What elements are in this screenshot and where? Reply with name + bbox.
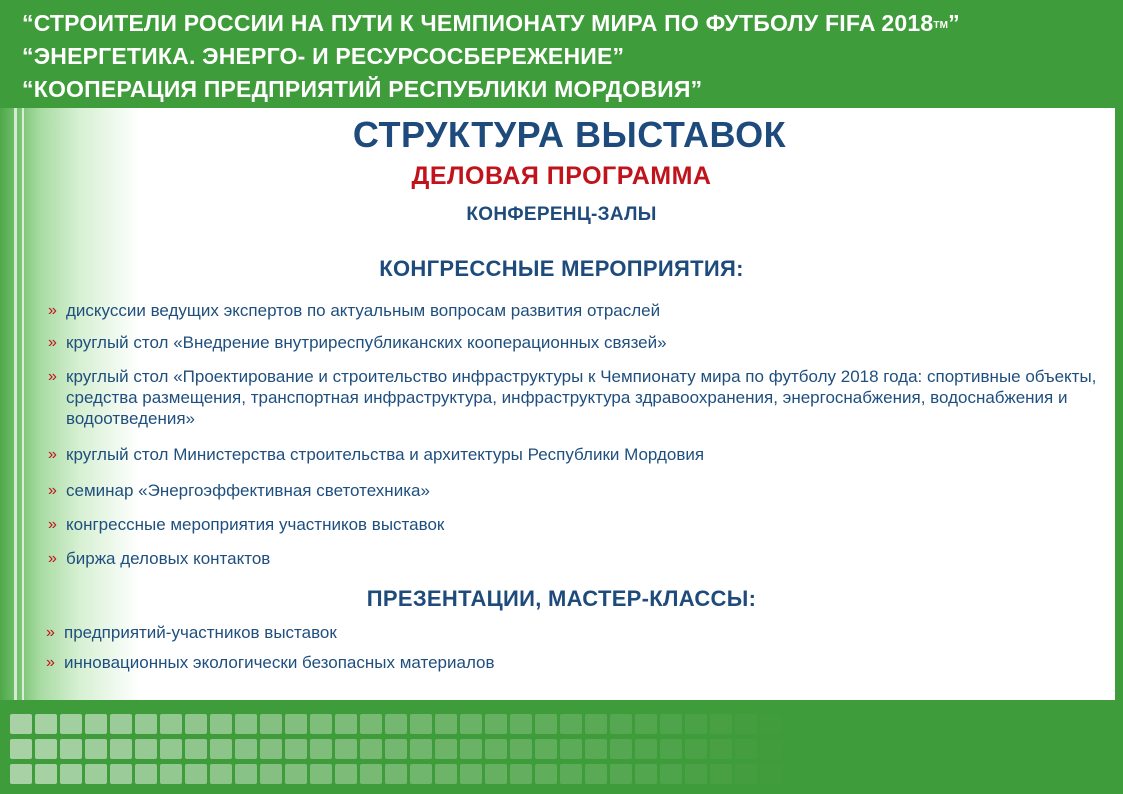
footer-tile [560, 714, 582, 734]
footer-tile [160, 739, 182, 759]
footer-tile [610, 714, 632, 734]
footer-tile [685, 764, 707, 784]
footer-tile [735, 714, 757, 734]
footer-tile [160, 764, 182, 784]
footer-tile [760, 739, 782, 759]
footer-tile [635, 739, 657, 759]
footer-tile [885, 764, 907, 784]
footer-tile [85, 739, 107, 759]
list-item-text: круглый стол «Проектирование и строительство инфраструктуры к Чемпионату мира по футболу 2018 года: спортивные объекты, средства размещения, транспортная инфраструктура, инфраструктура здравоохранения, энергоснабжения, водоснабжения и водоотведения» [66, 367, 1097, 428]
footer-tile [110, 714, 132, 734]
footer-tile [60, 739, 82, 759]
footer-tile [885, 739, 907, 759]
list-item [48, 300, 1108, 321]
footer-tile [435, 739, 457, 759]
footer-tile [785, 764, 807, 784]
footer-tile [510, 714, 532, 734]
footer-tile [360, 714, 382, 734]
footer-tile [585, 739, 607, 759]
footer-tile [760, 764, 782, 784]
footer-tile [635, 714, 657, 734]
list-item-text: конгрессные мероприятия участников выставок [66, 515, 445, 534]
footer-tile [560, 739, 582, 759]
footer-tile [835, 764, 857, 784]
bullet-icon: » [48, 446, 57, 463]
footer-tile [485, 714, 507, 734]
list-item-text: инновационных экологически безопасных материалов [64, 653, 495, 672]
list-item-text: предприятий-участников выставок [64, 623, 337, 642]
list-item [48, 480, 1108, 501]
footer-banner [0, 700, 1123, 794]
footer-tile [810, 714, 832, 734]
footer-tile [610, 764, 632, 784]
footer-tile [585, 764, 607, 784]
footer-tile [685, 714, 707, 734]
conference-halls-heading: КОНФЕРЕНЦ-ЗАЛЫ [466, 204, 657, 225]
footer-tile [360, 764, 382, 784]
footer-tile [285, 714, 307, 734]
list-item [48, 366, 1108, 429]
footer-tile [410, 739, 432, 759]
footer-tile [785, 739, 807, 759]
footer-tile [135, 764, 157, 784]
footer-tile [485, 764, 507, 784]
list-item-text: круглый стол «Внедрение внутриреспубликанских кооперационных связей» [66, 333, 667, 352]
footer-tile [860, 739, 882, 759]
footer-tile [260, 714, 282, 734]
footer-tile [110, 739, 132, 759]
footer-tile [60, 714, 82, 734]
footer-tile [785, 714, 807, 734]
header-line-1 [22, 7, 1123, 40]
bullet-icon: » [48, 302, 57, 319]
footer-tile [260, 739, 282, 759]
footer-tile [835, 714, 857, 734]
footer-tile [660, 739, 682, 759]
header-line-2: “ЭНЕРГЕТИКА. ЭНЕРГО- И РЕСУРСОСБЕРЕЖЕНИЕ” [22, 43, 625, 69]
footer-tile [860, 714, 882, 734]
list-item [46, 652, 1106, 673]
footer-tile [435, 714, 457, 734]
list-item [46, 622, 1106, 643]
bullet-icon: » [48, 482, 57, 499]
footer-tile [385, 714, 407, 734]
footer-tile [885, 714, 907, 734]
list-item [48, 444, 1108, 465]
footer-tile [235, 739, 257, 759]
footer-tile [10, 764, 32, 784]
congress-heading: КОНГРЕССНЫЕ МЕРОПРИЯТИЯ: [379, 256, 744, 281]
page-subtitle: ДЕЛОВАЯ ПРОГРАММА [411, 162, 712, 190]
footer-tile [210, 739, 232, 759]
bullet-icon: » [48, 516, 57, 533]
footer-tile [35, 764, 57, 784]
footer-tile [335, 714, 357, 734]
footer-tile [385, 764, 407, 784]
footer-tile [260, 764, 282, 784]
footer-tile [85, 764, 107, 784]
footer-tile [460, 764, 482, 784]
footer-tile [535, 764, 557, 784]
tile-row [10, 714, 907, 734]
footer-tile [635, 764, 657, 784]
footer-tile [35, 714, 57, 734]
footer-tile [60, 764, 82, 784]
bullet-icon: » [46, 654, 55, 671]
footer-tile [610, 739, 632, 759]
footer-tile [710, 764, 732, 784]
footer-tile [160, 714, 182, 734]
list-item-text: дискуссии ведущих экспертов по актуальным вопросам развития отраслей [66, 301, 661, 320]
footer-tile [735, 739, 757, 759]
footer-tile [385, 739, 407, 759]
footer-tile [335, 739, 357, 759]
footer-tile [235, 714, 257, 734]
footer-tile [135, 739, 157, 759]
footer-tile [685, 739, 707, 759]
list-item [48, 514, 1108, 535]
footer-tile [535, 714, 557, 734]
footer-tile [435, 764, 457, 784]
footer-tile [185, 739, 207, 759]
page-title: СТРУКТУРА ВЫСТАВОК [352, 114, 787, 155]
footer-tile [460, 739, 482, 759]
list-item-text: семинар «Энергоэффективная светотехника» [66, 481, 430, 500]
footer-tile [310, 739, 332, 759]
footer-tile [510, 764, 532, 784]
footer-tile [410, 764, 432, 784]
footer-tile [535, 739, 557, 759]
footer-tile [835, 739, 857, 759]
footer-tile [735, 764, 757, 784]
footer-tile [35, 739, 57, 759]
footer-tile [485, 739, 507, 759]
footer-tile [860, 764, 882, 784]
footer-tile [335, 764, 357, 784]
footer-tile [460, 714, 482, 734]
footer-tile [135, 714, 157, 734]
footer-tile [210, 714, 232, 734]
list-item [48, 548, 1108, 569]
footer-tile [235, 764, 257, 784]
footer-tile [810, 764, 832, 784]
list-item-text: круглый стол Министерства строительства и архитектуры Республики Мордовия [66, 445, 705, 464]
footer-tile [10, 739, 32, 759]
header-line-1-text: “СТРОИТЕЛИ РОССИИ НА ПУТИ К ЧЕМПИОНАТУ МИРА ПО ФУТБОЛУ FIFA 2018 [22, 10, 934, 36]
footer-tile [10, 714, 32, 734]
header-line-3: “КООПЕРАЦИЯ ПРЕДПРИЯТИЙ РЕСПУБЛИКИ МОРДОВИЯ” [22, 76, 703, 102]
bullet-icon: » [48, 368, 57, 385]
footer-tile [810, 739, 832, 759]
footer-tile [410, 714, 432, 734]
bullet-icon: » [48, 550, 57, 567]
footer-tile [310, 764, 332, 784]
footer-tile [710, 714, 732, 734]
footer-tile [310, 714, 332, 734]
bullet-icon: » [46, 624, 55, 641]
footer-tile [285, 764, 307, 784]
footer-tile [360, 739, 382, 759]
footer-tile [710, 739, 732, 759]
list-item [48, 332, 1108, 353]
trademark-mark: TM [933, 20, 949, 31]
tile-row [10, 739, 907, 759]
footer-tile [560, 764, 582, 784]
footer-tile [760, 714, 782, 734]
tile-row [10, 764, 907, 784]
footer-tile [185, 714, 207, 734]
footer-tile [660, 714, 682, 734]
footer-tile [510, 739, 532, 759]
header-banner [0, 0, 1123, 108]
footer-tile [210, 764, 232, 784]
bullet-icon: » [48, 334, 57, 351]
footer-tile [660, 764, 682, 784]
list-item-text: биржа деловых контактов [66, 549, 271, 568]
footer-tile [85, 714, 107, 734]
footer-tile [110, 764, 132, 784]
footer-tile [185, 764, 207, 784]
footer-tile [285, 739, 307, 759]
footer-tile [585, 714, 607, 734]
header-line-1-close-quote: ” [948, 10, 960, 36]
presentations-heading: ПРЕЗЕНТАЦИИ, МАСТЕР-КЛАССЫ: [366, 586, 757, 611]
